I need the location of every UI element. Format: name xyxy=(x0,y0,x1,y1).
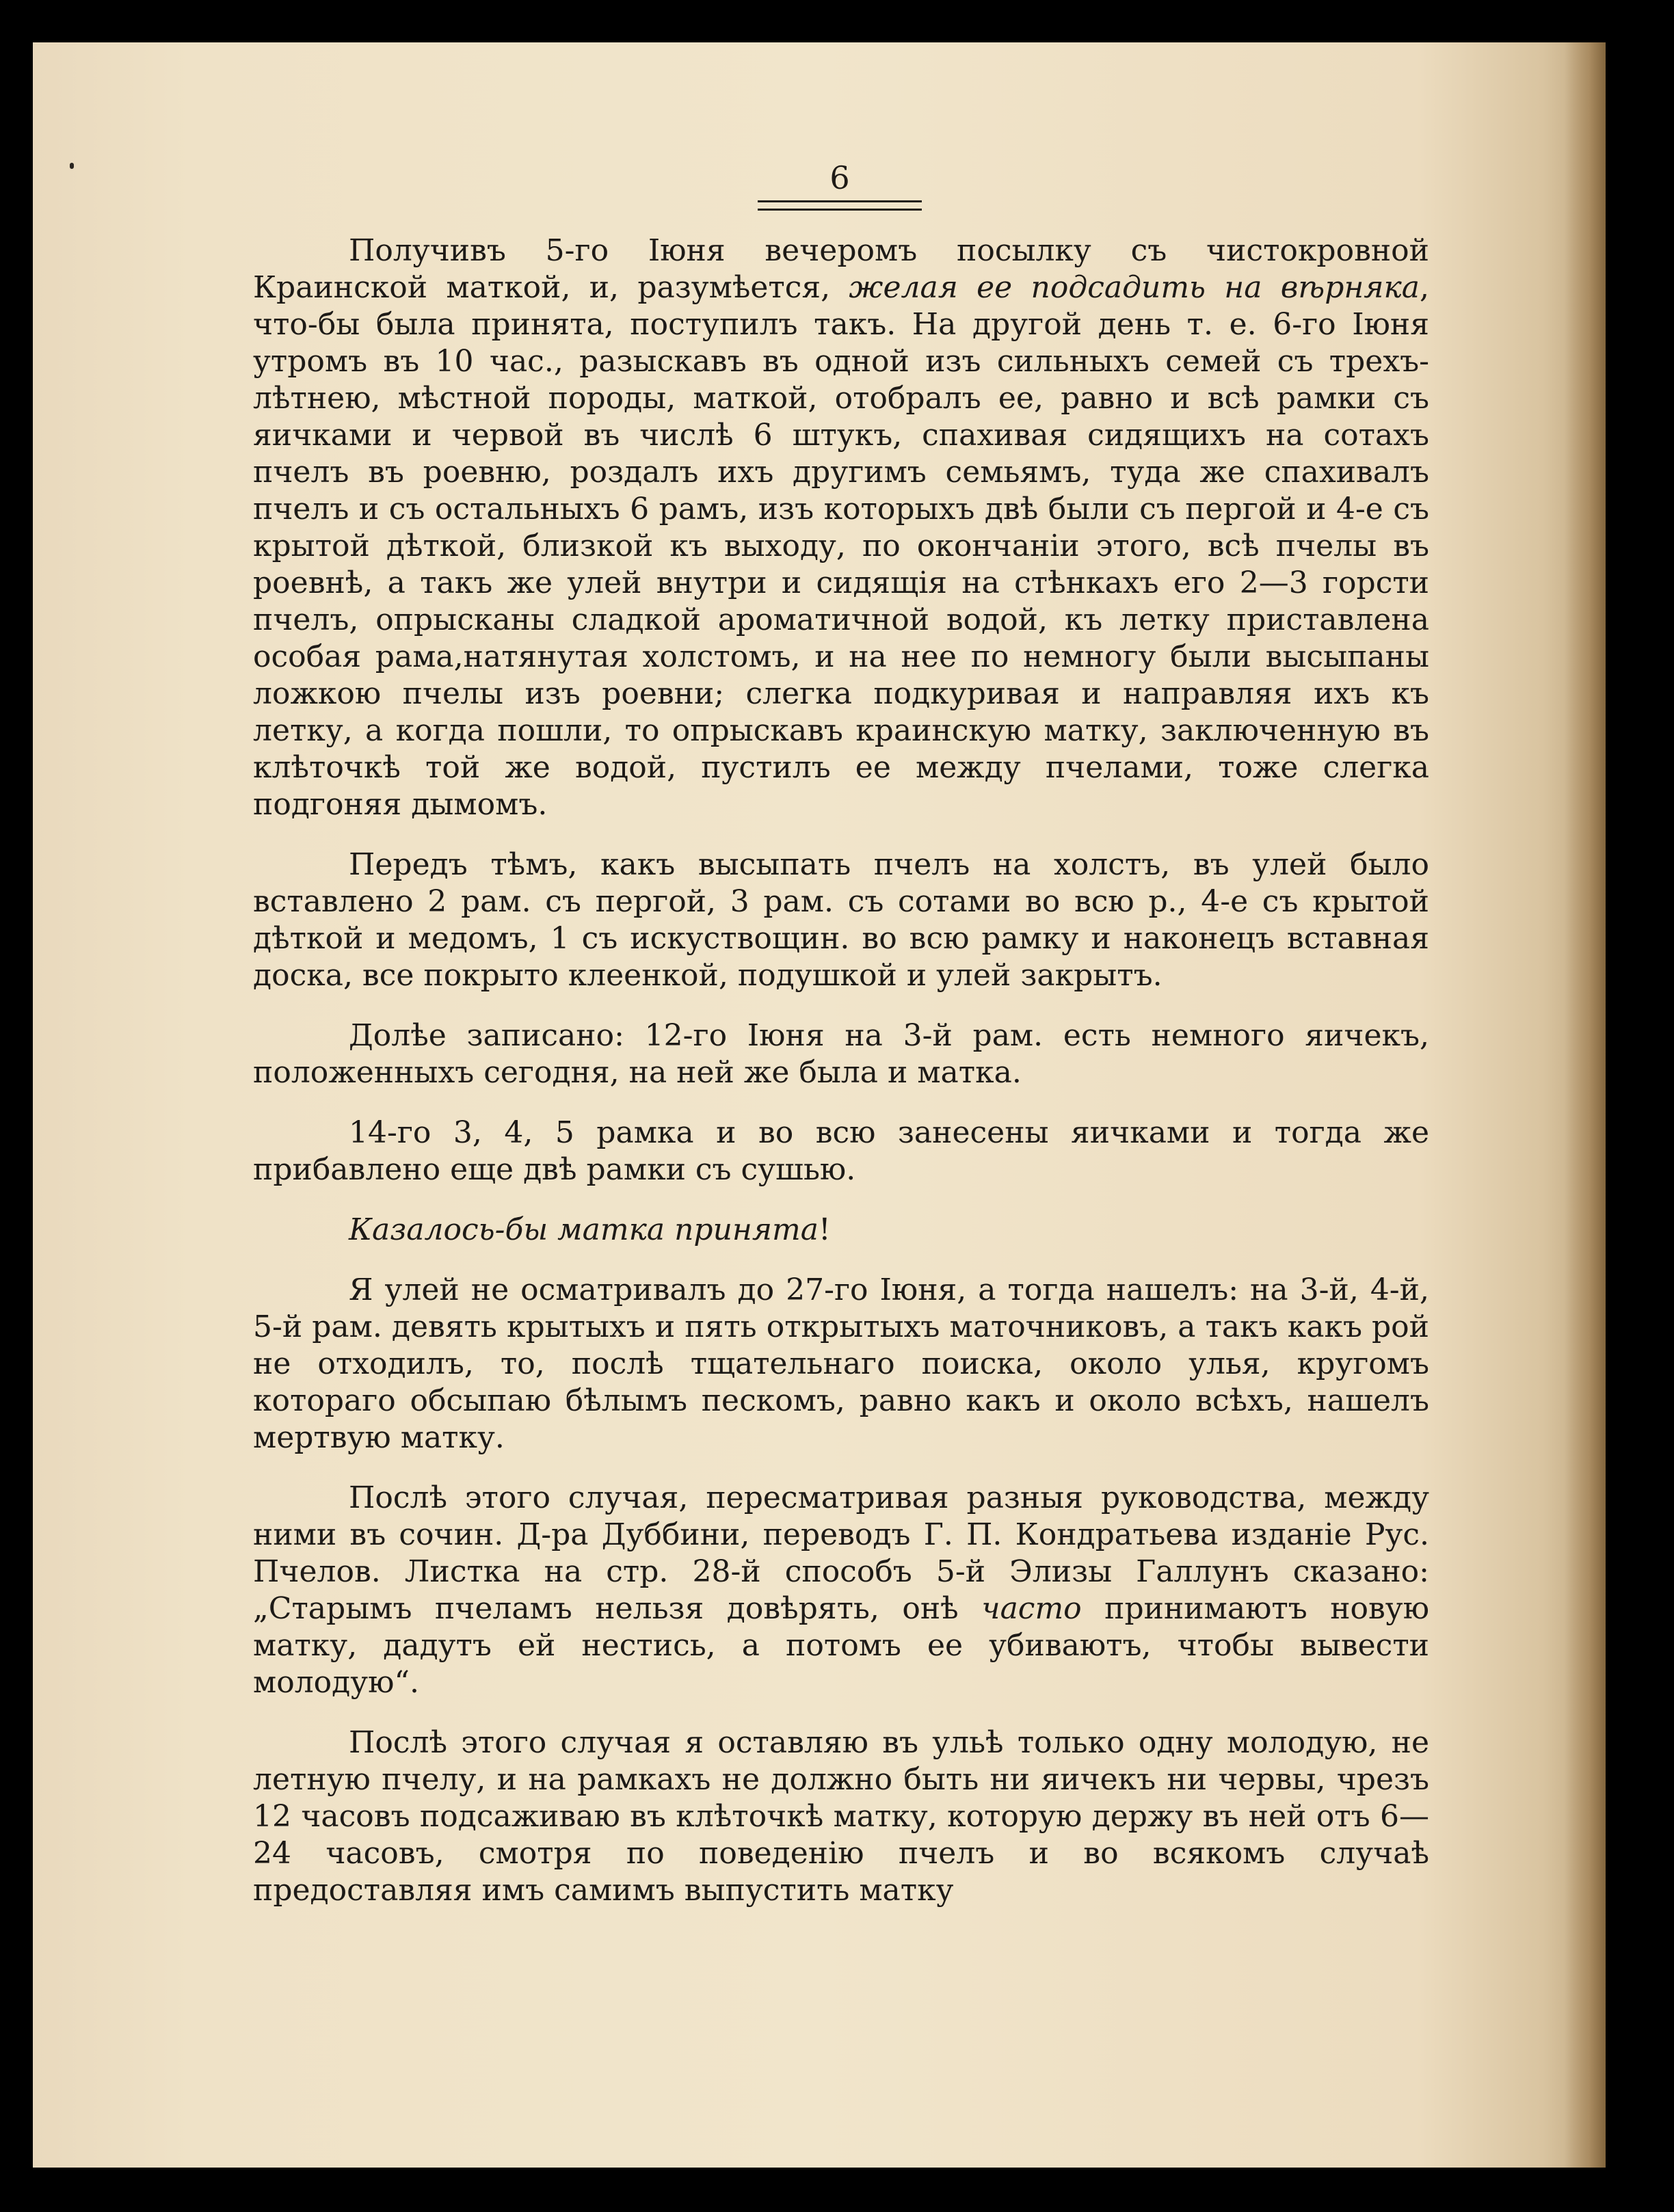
paragraph-text: , что-бы была принята, поступилъ такъ. На другой день т. е. 6-го Іюня утромъ въ 10 час., разыскавъ въ одной изъ сильныхъ семей съ трехъ-лѣтнею, мѣстной породы, маткой, отобралъ ее, равно и всѣ рамки съ яичками и червой въ числѣ 6 штукъ, спахивая сидящихъ на сотахъ пчелъ въ роевню, роздалъ ихъ другимъ семьямъ, туда же спахивалъ пчелъ и съ остальныхъ 6 рамъ, изъ которыхъ двѣ были съ пергой и 4-е съ крытой дѣткой, близкой къ выходу, по окончаніи этого, всѣ пчелы въ роевнѣ, а такъ же улей внутри и сидящія на стѣнкахъ его 2—3 горсти пчелъ, опрысканы сладкой ароматичной водой, къ летку приставлена особая рама,натянутая холстомъ, и на нее по немногу были высыпаны ложкою пчелы изъ роевни; слегка подкуривая и направляя ихъ къ летку, а когда пошли, то опрыскавъ краинскую матку, заключенную въ клѣточкѣ той же водой, пустилъ ее между пчелами, тоже слегка подгоняя дымомъ. xyxy=(253,270,1429,822)
paragraph-6 xyxy=(253,1272,1429,1456)
paragraph-4 xyxy=(253,1115,1429,1188)
paragraph-3 xyxy=(253,1017,1429,1091)
book-page xyxy=(33,42,1606,2168)
header-double-rule xyxy=(758,200,922,211)
paragraph-text: Передъ тѣмъ, какъ высыпать пчелъ на холстъ, въ улей было вставлено 2 рам. съ пергой, 3 рам. съ сотами во всю р., 4-е съ крытой дѣткой и медомъ, 1 съ искуствощин. во всю рамку и наконецъ вставная доска, все покрыто клеенкой, подушкой и улей закрытъ. xyxy=(253,847,1429,993)
paragraph-text: ! xyxy=(819,1212,831,1247)
page-binding-shadow xyxy=(1565,42,1606,2168)
paragraph-text: Послѣ этого случая, пересматривая разныя руководства, между ними въ сочин. Д-ра Дуббини, переводъ Г. П. Кондратьева изданіе Рус. Пчелов. Листка на стр. 28-й способъ 5-й Элизы Галлунъ сказано: „Старымъ пчеламъ нельзя довѣрять, онѣ xyxy=(253,1480,1429,1626)
paragraph-text: 14-го 3, 4, 5 рамка и во всю занесены яичками и тогда же прибавлено еще двѣ рамки съ сушью. xyxy=(253,1115,1429,1187)
paragraph-1 xyxy=(253,232,1429,823)
paragraph-text: принимаютъ новую матку, дадутъ ей нестись, а потомъ ее убиваютъ, чтобы вывести молодую“. xyxy=(253,1591,1429,1700)
paragraph-text: Я улей не осматривалъ до 27-го Іюня, а тогда нашелъ: на 3-й, 4-й, 5-й рам. девять крытыхъ и пять открытыхъ маточниковъ, а такъ какъ рой не отходилъ, то, послѣ тщательнаго поиска, около улья, кругомъ котораго обсыпаю бѣлымъ пескомъ, равно какъ и около всѣхъ, нашелъ мертвую матку. xyxy=(253,1272,1429,1455)
paragraph-text: Получивъ 5-го Іюня вечеромъ посылку съ чистокровной Краинской маткой, и, разумѣется, xyxy=(253,233,1429,305)
page-number: 6 xyxy=(829,159,850,196)
paragraph-italic: желая ее подсадить на вѣрняка xyxy=(849,270,1420,305)
body-text xyxy=(253,232,1429,1909)
ink-speck xyxy=(70,163,74,169)
paragraph-5 xyxy=(253,1212,1429,1249)
paragraph-text: Послѣ этого случая я оставляю въ ульѣ только одну молодую, не летную пчелу, и на рамкахъ не должно быть ни яичекъ ни червы, чрезъ 12 часовъ подсаживаю въ клѣточкѣ матку, которую держу въ ней отъ 6—24 часовъ, смотря по поведенію пчелъ и во всякомъ случаѣ предоставляя имъ самимъ выпустить матку xyxy=(253,1725,1429,1908)
paragraph-8 xyxy=(253,1724,1429,1909)
paragraph-7 xyxy=(253,1480,1429,1701)
paragraph-2 xyxy=(253,847,1429,994)
page-header xyxy=(751,159,929,211)
paragraph-italic: Казалось-бы матка принята xyxy=(349,1212,819,1247)
paragraph-italic: часто xyxy=(981,1591,1082,1626)
paragraph-text: Долѣе записано: 12-го Іюня на 3-й рам. есть немного яичекъ, положенныхъ сегодня, на ней же была и матка. xyxy=(253,1018,1429,1090)
